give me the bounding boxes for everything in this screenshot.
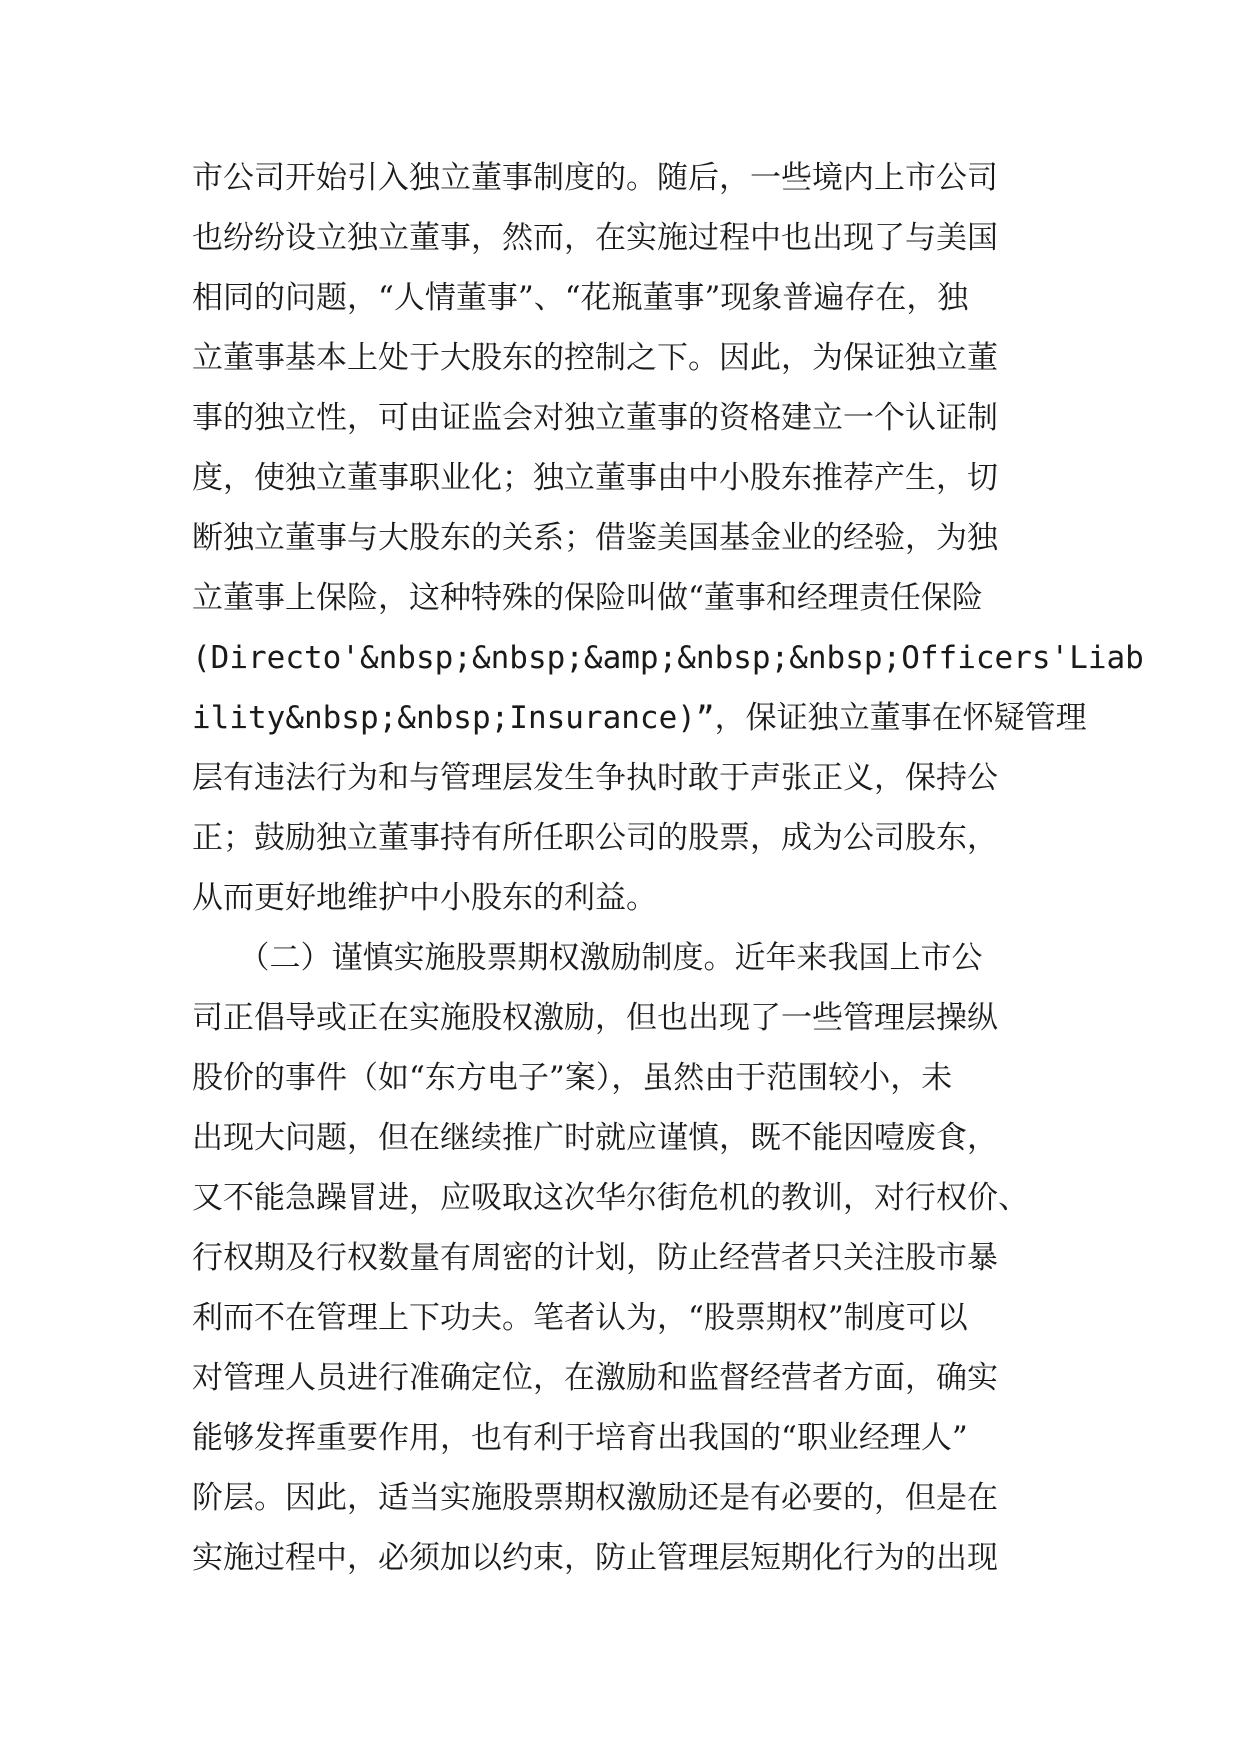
text-line: ility&nbsp;&nbsp;Insurance)”，保证独立董事在怀疑管理 <box>192 700 1087 736</box>
text-line: 事的独立性，可由证监会对独立董事的资格建立一个认证制 <box>192 400 998 436</box>
text-line: 股价的事件（如“东方电子”案），虽然由于范围较小，未 <box>192 1060 953 1096</box>
text-line: 出现大问题，但在继续推广时就应谨慎，既不能因噎废食， <box>192 1120 998 1156</box>
text-line: 度，使独立董事职业化；独立董事由中小股东推荐产生，切 <box>192 460 998 496</box>
text-line: 相同的问题，“人情董事”、“花瓶董事”现象普遍存在，独 <box>192 280 969 316</box>
text-line: 行权期及行权数量有周密的计划，防止经营者只关注股市暴 <box>192 1240 998 1276</box>
text-line: 层有违法行为和与管理层发生争执时敢于声张正义，保持公 <box>192 760 998 796</box>
text-line: 立董事上保险，这种特殊的保险叫做“董事和经理责任保险 <box>192 580 983 616</box>
text-line: 实施过程中，必须加以约束，防止管理层短期化行为的出现 <box>192 1540 998 1576</box>
text-line: 司正倡导或正在实施股权激励，但也出现了一些管理层操纵 <box>192 1000 998 1036</box>
text-line: 能够发挥重要作用，也有利于培育出我国的“职业经理人” <box>192 1420 968 1456</box>
text-line: 对管理人员进行准确定位，在激励和监督经营者方面，确实 <box>192 1360 998 1396</box>
text-line: 立董事基本上处于大股东的控制之下。因此，为保证独立董 <box>192 340 998 376</box>
text-line: 从而更好地维护中小股东的利益。 <box>192 880 657 916</box>
text-line: 利而不在管理上下功夫。笔者认为，“股票期权”制度可以 <box>192 1300 968 1336</box>
text-line: 阶层。因此，适当实施股票期权激励还是有必要的，但是在 <box>192 1480 998 1516</box>
text-line: (Directo'&nbsp;&nbsp;&amp;&nbsp;&nbsp;Officers'Liab <box>192 640 1144 676</box>
text-line: 正；鼓励独立董事持有所任职公司的股票，成为公司股东， <box>192 820 998 856</box>
text-line: （二）谨慎实施股票期权激励制度。近年来我国上市公 <box>192 940 983 976</box>
text-line: 市公司开始引入独立董事制度的。随后，一些境内上市公司 <box>192 160 998 196</box>
text-line: 断独立董事与大股东的关系；借鉴美国基金业的经验，为独 <box>192 520 998 556</box>
text-line: 又不能急躁冒进，应吸取这次华尔街危机的教训，对行权价、 <box>192 1180 1029 1216</box>
text-line: 也纷纷设立独立董事，然而，在实施过程中也出现了与美国 <box>192 220 998 256</box>
